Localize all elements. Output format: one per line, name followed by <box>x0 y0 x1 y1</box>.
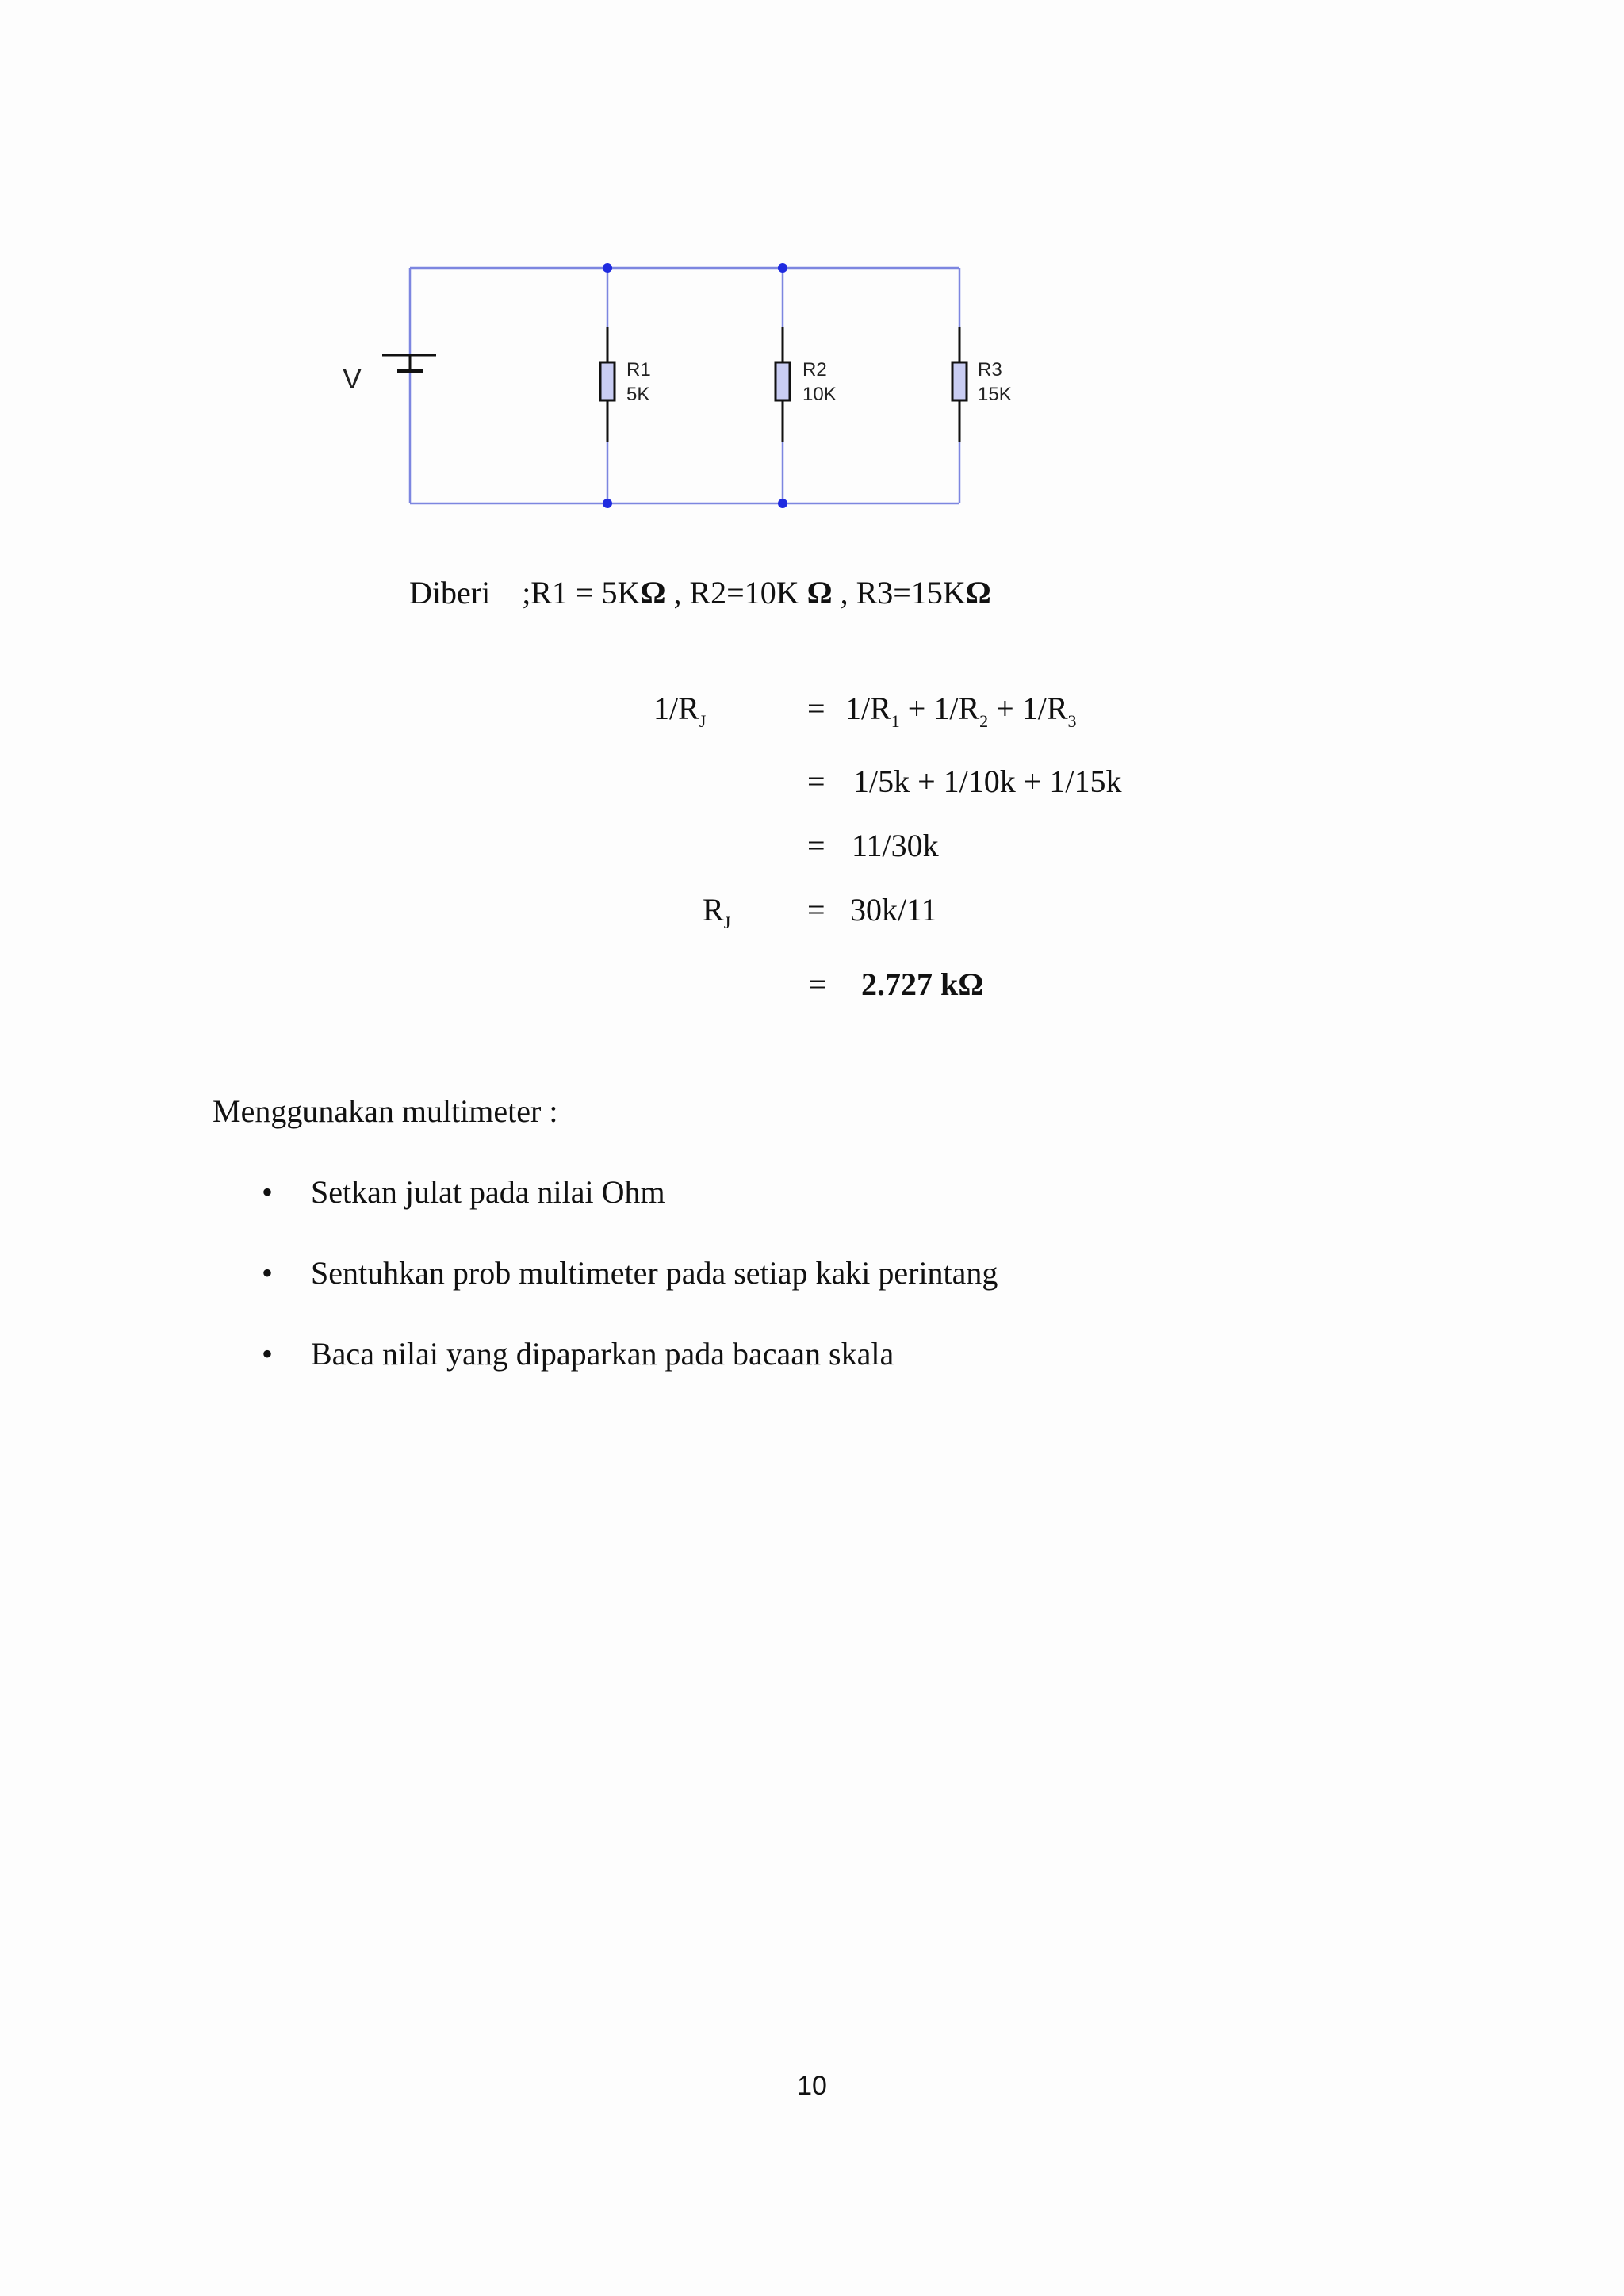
eq-sign-4: = <box>807 892 825 928</box>
page-number: 10 <box>797 2071 827 2101</box>
omega-symbol: Ω <box>806 575 833 610</box>
given-r3: R3=15K <box>856 575 966 610</box>
eq-rhs-4: 30k/11 <box>850 892 937 928</box>
lhs-subscript: J <box>723 913 731 932</box>
battery-icon <box>382 355 436 373</box>
eq-sign-2: = <box>807 763 825 799</box>
eq-lhs-4 <box>703 891 731 932</box>
rhs-term: + 1/R <box>988 691 1068 726</box>
given-values <box>409 574 991 611</box>
r2-name-label: R2 <box>802 359 827 381</box>
separator: , <box>832 575 856 610</box>
given-label: Diberi <box>409 575 491 610</box>
separator: , <box>665 575 690 610</box>
voltage-source-label: V <box>343 362 362 395</box>
eq-rhs-1 <box>845 690 1077 731</box>
list-item <box>213 1335 894 1484</box>
result-value: 2.727 kΩ <box>861 966 984 1002</box>
lhs-text: 1/R <box>653 691 699 726</box>
bullet-icon: • <box>262 1336 274 1372</box>
r2-resistor <box>776 362 790 400</box>
parallel-circuit-diagram <box>301 238 1063 523</box>
eq-sign-1: = <box>807 691 825 726</box>
eq-rhs-3: 11/30k <box>852 828 939 863</box>
bullet-icon: • <box>262 1255 274 1291</box>
r3-resistor <box>952 362 967 400</box>
multimeter-heading: Menggunakan multimeter : <box>213 1093 558 1129</box>
given-r2: R2=10K <box>689 575 807 610</box>
lhs-subscript: J <box>699 711 707 731</box>
list-item-text: Setkan julat pada nilai Ohm <box>311 1174 665 1210</box>
bullet-icon: • <box>262 1174 274 1210</box>
list-item-text: Sentuhkan prob multimeter pada setiap kaki perintang <box>311 1255 998 1291</box>
rhs-subscript: 3 <box>1067 711 1077 731</box>
rhs-term: 1/R <box>845 691 891 726</box>
junction-node <box>778 499 787 508</box>
rhs-subscript: 2 <box>979 711 989 731</box>
r2-value-label: 10K <box>802 384 837 405</box>
junction-node <box>778 263 787 273</box>
lhs-text: R <box>703 892 724 928</box>
eq-rhs-2: 1/5k + 1/10k + 1/15k <box>853 763 1122 799</box>
r1-value-label: 5K <box>626 384 650 405</box>
r1-resistor <box>600 362 615 400</box>
eq-lhs-1 <box>653 690 707 731</box>
r3-value-label: 15K <box>978 384 1012 405</box>
junction-node <box>603 263 612 273</box>
junction-node <box>603 499 612 508</box>
list-item-text: Baca nilai yang dipaparkan pada bacaan skala <box>311 1336 894 1372</box>
given-r1: ;R1 = 5K <box>522 575 641 610</box>
omega-symbol: Ω <box>640 575 666 610</box>
eq-sign-5: = <box>809 966 827 1002</box>
eq-sign-3: = <box>807 828 825 863</box>
rhs-subscript: 1 <box>891 711 900 731</box>
rhs-term: + 1/R <box>899 691 980 726</box>
r3-name-label: R3 <box>978 359 1002 381</box>
omega-symbol: Ω <box>965 575 991 610</box>
r1-name-label: R1 <box>626 359 651 381</box>
